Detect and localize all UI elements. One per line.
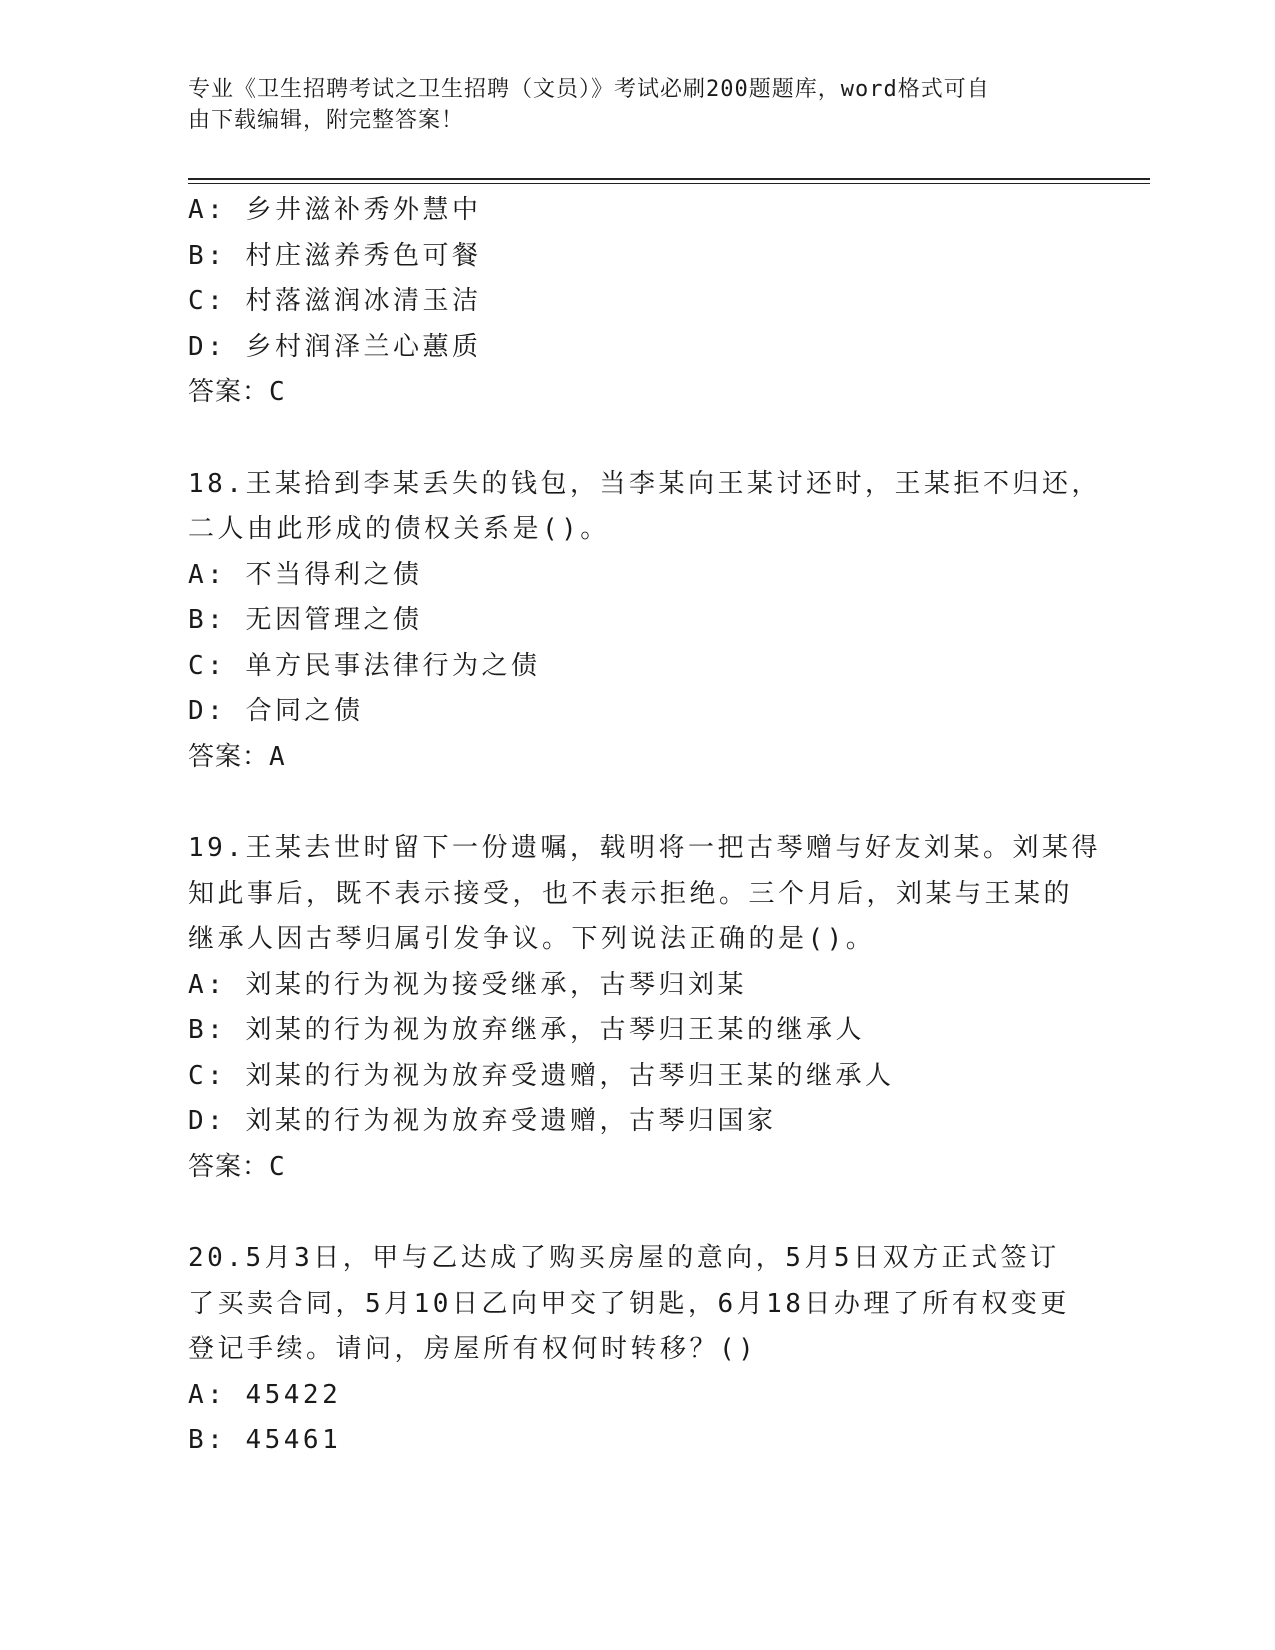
question-stem-line: 了买卖合同，5月10日乙向甲交了钥匙，6月18日办理了所有权变更 — [188, 1288, 1070, 1319]
header-divider-thin — [188, 183, 1150, 184]
answer: 答案：C — [188, 1151, 286, 1182]
document-header — [188, 74, 1088, 136]
question-stem-line: 19.王某去世时留下一份遗嘱，载明将一把古琴赠与好友刘某。刘某得 — [188, 833, 1101, 863]
option-a: A: 不当得利之债 — [188, 559, 423, 590]
option-b: B: 45461 — [188, 1425, 342, 1455]
header-line-2: 由下载编辑，附完整答案！ — [188, 108, 465, 133]
header-divider-thick — [188, 178, 1150, 180]
option-b: B: 村庄滋养秀色可餐 — [188, 240, 482, 271]
option-d: D: 乡村润泽兰心蕙质 — [188, 331, 482, 362]
question-stem-line: 知此事后，既不表示接受，也不表示拒绝。三个月后，刘某与王某的 — [188, 878, 1074, 909]
question-stem-line: 18.王某拾到李某丢失的钱包，当李某向王某讨还时，王某拒不归还， — [188, 468, 1101, 499]
question-stem-line: 登记手续。请问，房屋所有权何时转移？() — [188, 1334, 758, 1364]
question-18 — [188, 462, 1101, 781]
header-line-1: 专业《卫生招聘考试之卫生招聘（文员）》考试必刷200题题库，word格式可自 — [188, 77, 990, 102]
option-d: D: 刘某的行为视为放弃受遗赠，古琴归国家 — [188, 1106, 777, 1136]
option-c: C: 刘某的行为视为放弃受遗赠，古琴归王某的继承人 — [188, 1060, 895, 1091]
option-b: B: 无因管理之债 — [188, 605, 423, 635]
question-stem-line: 20.5月3日，甲与乙达成了购买房屋的意向，5月5日双方正式签订 — [188, 1243, 1060, 1273]
option-a: A: 45422 — [188, 1379, 342, 1410]
answer: 答案：C — [188, 377, 286, 407]
option-c: C: 单方民事法律行为之债 — [188, 650, 541, 681]
option-a: A: 乡井滋补秀外慧中 — [188, 195, 482, 225]
question-stem-line: 继承人因古琴归属引发争议。下列说法正确的是()。 — [188, 924, 876, 954]
question-list — [188, 188, 1101, 1464]
answer: 答案：A — [188, 741, 286, 772]
question-20 — [188, 1236, 1088, 1464]
question-17 — [188, 188, 1088, 416]
option-d: D: 合同之债 — [188, 696, 364, 726]
option-b: B: 刘某的行为视为放弃继承，古琴归王某的继承人 — [188, 1015, 865, 1045]
question-stem-line: 二人由此形成的债权关系是()。 — [188, 514, 610, 544]
option-c: C: 村落滋润冰清玉洁 — [188, 286, 482, 316]
option-a: A: 刘某的行为视为接受继承，古琴归刘某 — [188, 969, 747, 1000]
question-19 — [188, 826, 1101, 1190]
